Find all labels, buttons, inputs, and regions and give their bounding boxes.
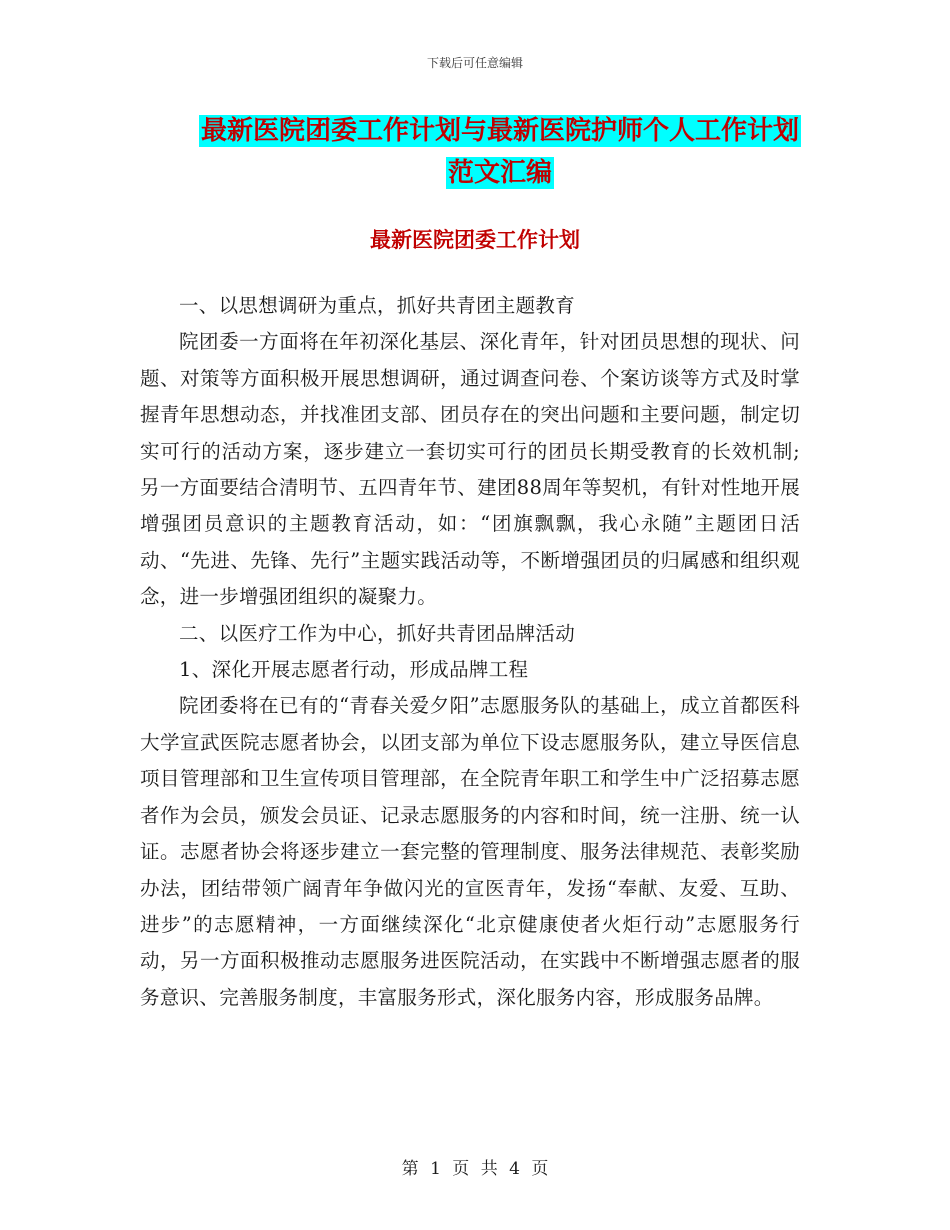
- document-body: [140, 288, 800, 1016]
- paragraph-subheading-1: 1、深化开展志愿者行动，形成品牌工程: [179, 658, 529, 682]
- document-title-line-1: 最新医院团委工作计划与最新医院护师个人工作计划: [200, 116, 799, 146]
- paragraph-heading-2: 二、以医疗工作为中心，抓好共青团品牌活动: [179, 621, 576, 645]
- paragraph: 院团委一方面将在年初深化基层、深化青年，针对团员思想的现状、问题、对策等方面积极开展思想调研，通过调查问卷、个案访谈等方式及时掌握青年思想动态，并找准团支部、团员存在的突出问题和主要问题，制定切实可行的活动方案，逐步建立一套切实可行的团员长期受教育的长效机制;另一方面要结合清明节、五四青年节、建团88周年等契机，有针对性地开展增强团员意识的主题教育活动，如：“团旗飘飘，我心永随”主题团日活动、“先进、先锋、先行”主题实践活动等，不断增强团员的归属感和组织观念，进一步增强团组织的凝聚力。: [140, 330, 800, 609]
- document-title-line-2: 范文汇编: [447, 158, 552, 188]
- document-title: [140, 110, 860, 194]
- paragraph: 院团委将在已有的“青春关爱夕阳”志愿服务队的基础上，成立首都医科大学宣武医院志愿者协会，以团支部为单位下设志愿服务队，建立导医信息项目管理部和卫生宣传项目管理部，在全院青年职工和学生中广泛招募志愿者作为会员，颁发会员证、记录志愿服务的内容和时间，统一注册、统一认证。志愿者协会将逐步建立一套完整的管理制度、服务法律规范、表彰奖励办法，团结带领广阔青年争做闪光的宣医青年，发扬“奉献、友爱、互助、进步”的志愿精神，一方面继续深化“北京健康使者火炬行动”志愿服务行动，另一方面积极推动志愿服务进医院活动，在实践中不断增强志愿者的服务意识、完善服务制度，丰富服务形式，深化服务内容，形成服务品牌。: [140, 694, 800, 1009]
- page-indicator: 第 1 页 共 4 页: [401, 1159, 549, 1179]
- section-heading: 最新医院团委工作计划: [370, 228, 580, 252]
- paragraph-heading-1: 一、以思想调研为重点，抓好共青团主题教育: [179, 294, 576, 317]
- header-note: 下载后可任意编辑: [426, 56, 523, 70]
